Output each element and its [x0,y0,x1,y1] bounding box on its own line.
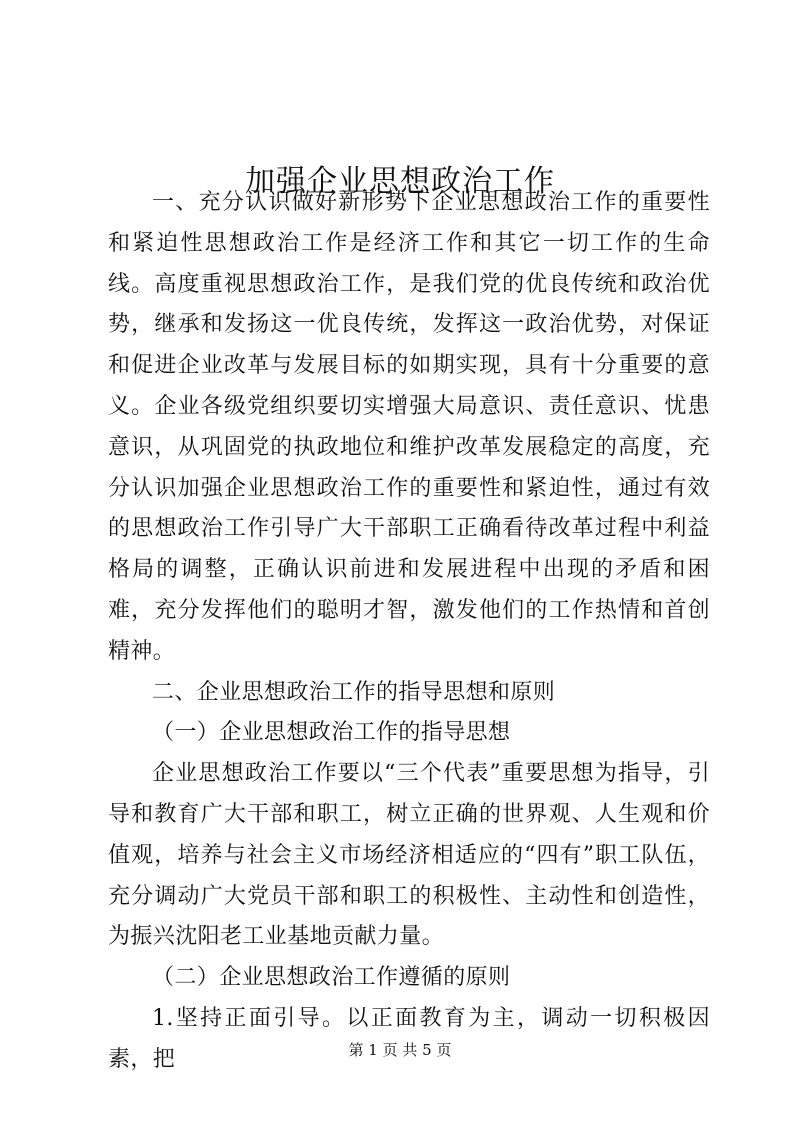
subheading-principles: （二）企业思想政治工作遵循的原则 [152,965,511,991]
document-title: 加强企业思想政治工作 [245,164,555,200]
heading-section-2: 二、企业思想政治工作的指导思想和原则 [152,679,556,705]
subheading-guiding-thought: （一）企业思想政治工作的指导思想 [152,720,511,746]
paragraph-principle-1: 1.坚持正面引导。以正面教育为主，调动一切积极因素，把 [108,1005,710,1072]
page-number-footer: 第 1 页 共 5 页 [348,1041,452,1059]
document-body [108,183,710,1081]
paragraph-section-1: 一、充分认识做好新形势下企业思想政治工作的重要性和紧迫性思想政治工作是经济工作和其它一切工作的生命线。高度重视思想政治工作，是我们党的优良传统和政治优势，继承和发扬这一优良传统，发挥这一政治优势，对保证和促进企业改革与发展目标的如期实现，具有十分重要的意义。企业各级党组织要切实增强大局意识、责任意识、忧患意识，从巩固党的执政地位和维护改革发展稳定的高度，充分认识加强企业思想政治工作的重要性和紧迫性，通过有效的思想政治工作引导广大干部职工正确看待改革过程中利益格局的调整，正确认识前进和发展进程中出现的矛盾和困难，充分发挥他们的聪明才智，激发他们的工作热情和首创精神。 [108,190,710,664]
paragraph-guiding-thought: 企业思想政治工作要以“三个代表”重要思想为指导，引导和教育广大干部和职工，树立正确的世界观、人生观和价值观，培养与社会主义市场经济相适应的“四有”职工队伍，充分调动广大党员干部和职工的积极性、主动性和创造性，为振兴沈阳老工业基地贡献力量。 [108,761,710,950]
